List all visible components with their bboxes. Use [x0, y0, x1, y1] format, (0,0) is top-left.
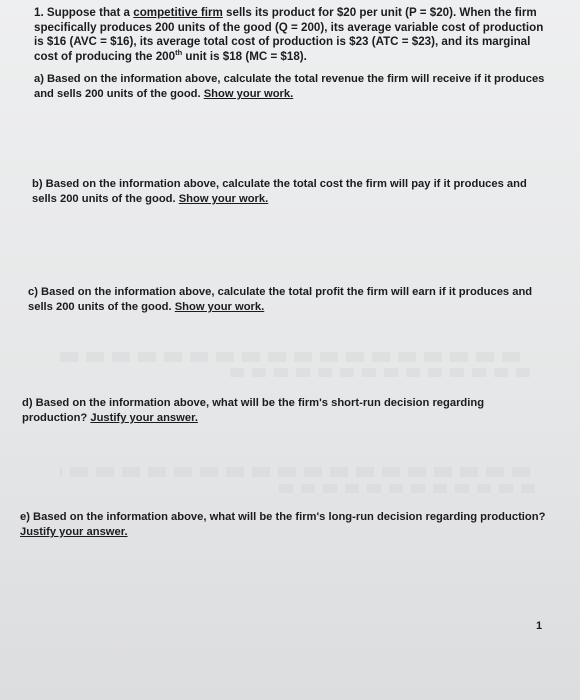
show-work-link[interactable]: Show your work. — [174, 301, 265, 313]
bleed-through-mark — [60, 352, 520, 362]
question-e-text-2: decision regarding production? — [376, 511, 546, 523]
page-number: 1 — [536, 620, 543, 632]
problem-number: 1. — [34, 6, 44, 19]
long-run-emphasis: long-run — [328, 511, 374, 523]
problem-text-2: sells its product for $20 per unit (P = $20). When the firm specifically produces 200 units of the good (Q = 200), its average variable cost of production is $16 (AVC = $16), its average total cost of production is $23 (ATC = $23), and its marginal cost of producing the 200 — [34, 6, 544, 63]
show-work-link[interactable]: Show your work. — [178, 193, 269, 205]
short-run-emphasis: short-run — [331, 397, 381, 409]
question-e-text: e) Based on the information above, what will be the firm's — [20, 511, 326, 523]
question-e — [20, 510, 550, 540]
question-a — [34, 72, 554, 102]
show-work-link[interactable]: Show your work. — [203, 88, 294, 100]
competitive-firm-link[interactable]: competitive firm — [133, 6, 223, 19]
bleed-through-mark — [60, 467, 530, 477]
bleed-through-mark — [275, 484, 535, 493]
justify-answer-link[interactable]: Justify your answer. — [90, 412, 198, 424]
question-a-text: a) Based on the information above, calculate the total revenue the firm will receive if it produces and sells 200 units of the good. — [34, 73, 545, 100]
ordinal-suffix: th — [175, 47, 183, 57]
bleed-through-mark — [230, 368, 530, 377]
problem-text-3: unit is $18 (MC = $18). — [185, 49, 307, 63]
question-d — [22, 396, 552, 426]
question-b-text: b) Based on the information above, calculate the total cost the firm will pay if it produces and sells 200 units of the good. — [32, 178, 527, 205]
justify-answer-link[interactable]: Justify your answer. — [20, 526, 128, 538]
question-b — [32, 177, 552, 207]
problem-text-1: Suppose that a — [46, 6, 131, 19]
question-d-text: d) Based on the information above, what will be the firm's — [22, 397, 329, 409]
question-c-text: c) Based on the information above, calculate the total profit the firm will earn if it produces and sells 200 units of the good. — [28, 286, 533, 313]
question-d-text-2: decision regarding production? — [22, 397, 485, 424]
problem-statement — [34, 6, 554, 64]
question-c — [28, 285, 553, 315]
